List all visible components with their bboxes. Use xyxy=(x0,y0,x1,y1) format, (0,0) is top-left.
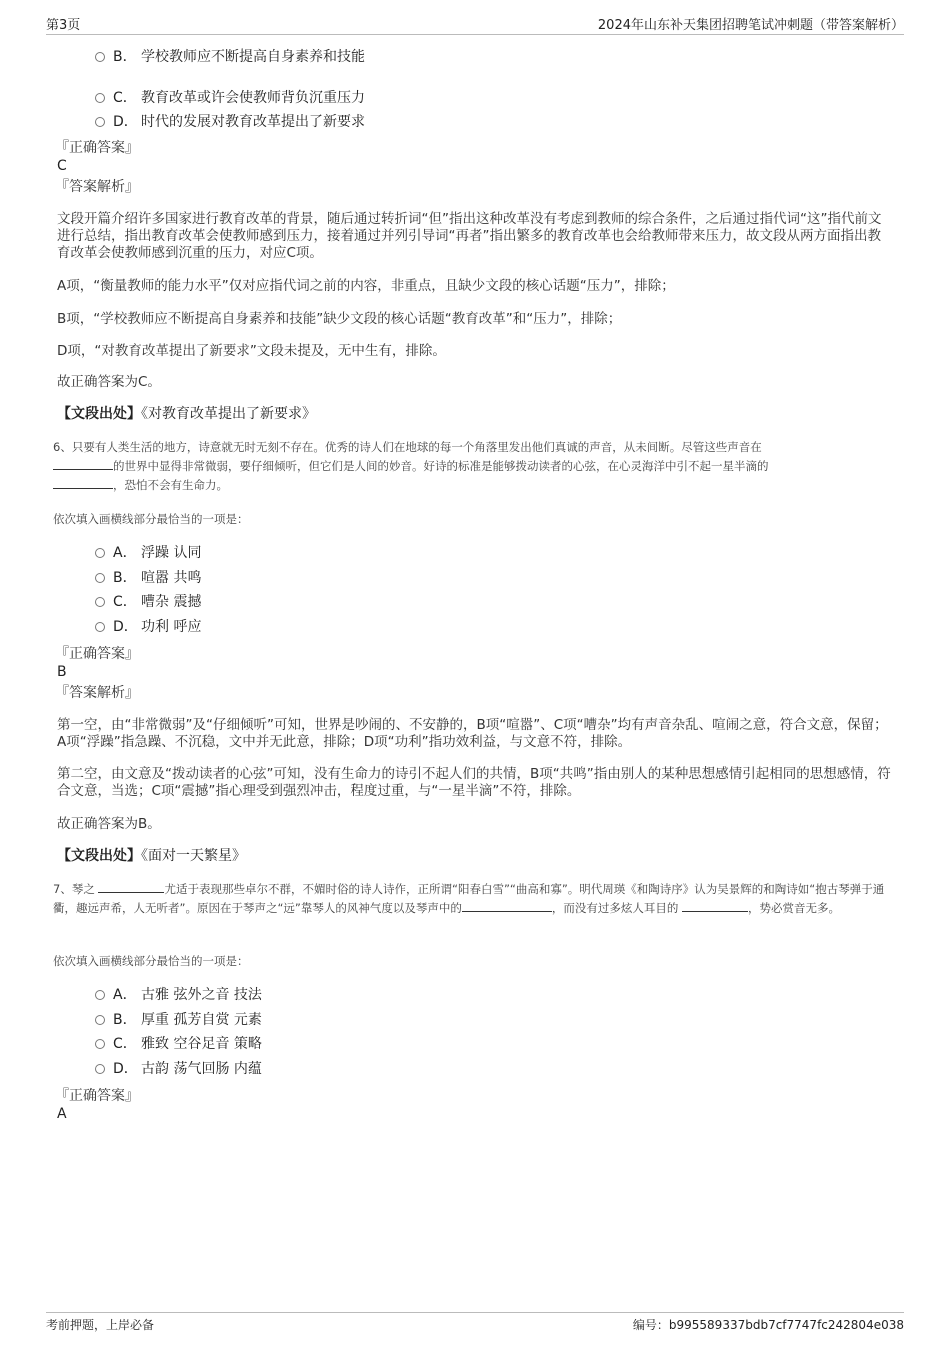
q7-stem: 7、琴之 尤适于表现那些卓尔不群，不媚时俗的诗人诗作，正所谓“阳春白雪”“曲高和寡”。明代周瑛《和陶诗序》认为吴景辉的和陶诗如“抱古琴弹于通衢，趣远声希，人无听者”。原因在于琴声之“远”靠琴人的风神气度以及琴声中的 ，而没有过多炫人耳目的 ，势必赏音无多。 xyxy=(53,882,885,915)
q5-analysis-paragraph: A项，“衡量教师的能力水平”仅对应指代词之前的内容，非重点，且缺少文段的核心话题“压力”，排除； xyxy=(57,278,675,294)
q5-analysis-label: 『答案解析』 xyxy=(55,179,139,195)
q5-analysis-paragraph: 故正确答案为C。 xyxy=(57,374,161,390)
radio-icon xyxy=(95,597,105,607)
radio-icon xyxy=(95,990,105,1000)
q7-answer: A xyxy=(57,1106,67,1122)
q6-option-d[interactable]: D． 功利 呼应 xyxy=(95,618,201,636)
radio-icon xyxy=(95,622,105,632)
document-serial: 编号：b995589337bdb7cf7747fc242804e038 xyxy=(632,1318,904,1332)
document-title: 2024年山东补天集团招聘笔试冲刺题（带答案解析） xyxy=(597,18,904,33)
footer-slogan: 考前押题，上岸必备 xyxy=(46,1318,155,1332)
q5-option-d[interactable]: D． 时代的发展对教育改革提出了新要求 xyxy=(95,113,365,131)
q6-blank-2 xyxy=(53,476,113,489)
q5-analysis-paragraph: 文段开篇介绍许多国家进行教育改革的背景，随后通过转折词“但”指出这种改革没有考虑到教师的综合条件，之后通过指代词“这”指代前文进行总结，指出教育改革会使教师感到压力，接着通过并列引导词“再者”指出繁多的教育改革也会给教师带来压力，故文段从两方面指出教育改革会使教师感到沉重的压力，对应C项。 xyxy=(57,211,882,261)
q7-option-b[interactable]: B． 厚重 孤芳自赏 元素 xyxy=(95,1011,262,1029)
q7-option-c[interactable]: C． 雅致 空谷足音 策略 xyxy=(95,1035,262,1053)
q6-option-a[interactable]: A． 浮躁 认同 xyxy=(95,544,201,562)
page-number: 第3页 xyxy=(46,18,81,33)
q5-answer: C xyxy=(57,158,67,174)
q6-stem: 6、只要有人类生活的地方，诗意就无时无刻不存在。优秀的诗人们在地球的每一个角落里发出他们真诚的声音，从未间断。尽管这些声音在 的世界中显得非常微弱，要仔细倾听，但它们是人间的妙音。好诗的标准是能够拨动读者的心弦，在心灵海洋中引不起一星半滴的 ，恐怕不会有生命力。 xyxy=(53,440,769,492)
q5-analysis-paragraph: B项，“学校教师应不断提高自身素养和技能”缺少文段的核心话题“教育改革”和“压力”，排除； xyxy=(57,311,622,327)
q6-answer-label: 『正确答案』 xyxy=(55,646,139,662)
page-header xyxy=(46,14,904,35)
radio-icon xyxy=(95,573,105,583)
q7-option-a[interactable]: A． 古雅 弦外之音 技法 xyxy=(95,986,262,1004)
q6-analysis-paragraph: 第二空，由文意及“拨动读者的心弦”可知，没有生命力的诗引不起人们的共情，B项“共鸣”指由别人的某种思想感情引起相同的思想感情，符合文意，当选；C项“震撼”指心理受到强烈冲击，程度过重，与“一星半滴”不符，排除。 xyxy=(57,766,891,799)
q5-answer-label: 『正确答案』 xyxy=(55,140,139,156)
radio-icon xyxy=(95,1039,105,1049)
q6-analysis-paragraph: 故正确答案为B。 xyxy=(57,816,161,832)
q6-option-b[interactable]: B． 喧嚣 共鸣 xyxy=(95,569,201,587)
q7-blank-1 xyxy=(98,880,164,893)
q7-blank-2 xyxy=(462,899,552,912)
q5-analysis-paragraph: D项，“对教育改革提出了新要求”文段未提及，无中生有，排除。 xyxy=(57,343,446,359)
q6-blank-1 xyxy=(53,457,113,470)
page-footer xyxy=(46,1312,904,1337)
q7-blank-3 xyxy=(682,899,748,912)
q6-option-c[interactable]: C． 嘈杂 震撼 xyxy=(95,593,201,611)
radio-icon xyxy=(95,117,105,127)
q6-answer: B xyxy=(57,664,67,680)
q7-prompt: 依次填入画横线部分最恰当的一项是： xyxy=(53,954,249,968)
radio-icon xyxy=(95,52,105,62)
radio-icon xyxy=(95,1064,105,1074)
q5-option-c[interactable]: C． 教育改革或许会使教师背负沉重压力 xyxy=(95,89,365,107)
radio-icon xyxy=(95,93,105,103)
q6-analysis-paragraph: 第一空，由“非常微弱”及“仔细倾听”可知，世界是吵闹的、不安静的，B项“喧嚣”、C项“嘈杂”均有声音杂乱、喧闹之意，符合文意，保留；A项“浮躁”指急躁、不沉稳，文中并无此意，排除；D项“功利”指功效利益，与文意不符，排除。 xyxy=(57,717,888,750)
q5-source: 【文段出处】《对教育改革提出了新要求》 xyxy=(57,406,316,422)
radio-icon xyxy=(95,1015,105,1025)
q7-option-d[interactable]: D． 古韵 荡气回肠 内蕴 xyxy=(95,1060,262,1078)
q6-source: 【文段出处】《面对一天繁星》 xyxy=(57,848,246,864)
radio-icon xyxy=(95,548,105,558)
q6-analysis-label: 『答案解析』 xyxy=(55,685,139,701)
q7-answer-label: 『正确答案』 xyxy=(55,1088,139,1104)
q6-prompt: 依次填入画横线部分最恰当的一项是： xyxy=(53,512,249,526)
q5-option-b[interactable]: B． 学校教师应不断提高自身素养和技能 xyxy=(95,48,365,66)
